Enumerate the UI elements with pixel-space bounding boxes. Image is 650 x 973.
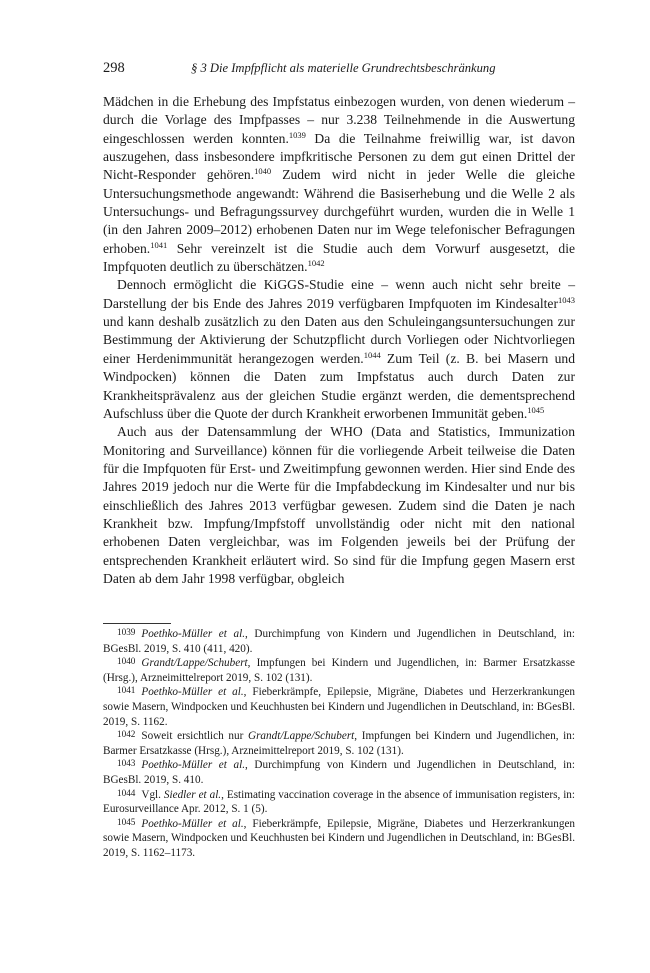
footnote-prefix: Soweit ersichtlich nur: [141, 730, 248, 743]
footnote-text: , Fieberkrämpfe, Epilepsie, Migräne, Diabetes und Herzerkrankungen sowie Masern, Windpocken und Keuchhusten bei Kindern und Jugendlichen in Deutschland, in: BGesBl. 2019, S. 1162–1173.: [103, 817, 576, 859]
footnotes: [103, 627, 575, 861]
paragraph-2: [103, 276, 575, 423]
footnote: [103, 627, 575, 656]
footnote: [103, 817, 575, 861]
footnote-ref[interactable]: 1039: [288, 129, 306, 140]
footnote-text: , Durchimpfung von Kindern und Jugendlichen in Deutschland, in: BGesBl. 2019, S. 410 (411, 420).: [103, 628, 575, 655]
footnote-author: Poethko-Müller et al.: [141, 686, 244, 699]
footnote-ref[interactable]: 1045: [527, 404, 545, 415]
footnote-author: Grandt/Lappe/Schubert: [248, 730, 355, 743]
text-run: Zum Teil (z. B. bei Masern und Windpocken) können die Daten zum Impfstatus auch durch Daten zur Krankheitsprävalenz aus der gleichen Studie ergänzt werden, die dementsprechend Aufschluss über die Quote der durch Krankheit erworbenen Immunität geben.: [103, 350, 575, 421]
footnote: [103, 729, 575, 758]
footnote-number: 1040: [117, 656, 136, 667]
running-title: § 3 Die Impfpflicht als materielle Grundrechtsbeschränkung: [191, 61, 496, 75]
footnote-number: 1041: [117, 685, 136, 696]
paragraph-1: [103, 93, 575, 276]
text-run: Sehr vereinzelt ist die Studie auch dem Vorwurf ausgesetzt, die Impfquoten deutlich zu überschätzen.: [103, 240, 575, 275]
body-text: [103, 93, 575, 588]
footnote-ref[interactable]: 1044: [363, 349, 381, 360]
footnote-ref[interactable]: 1040: [254, 166, 272, 177]
footnote: [103, 788, 575, 817]
footnote: [103, 656, 575, 685]
footnote-text: , Impfungen bei Kindern und Jugendlichen, in: Barmer Ersatzkasse (Hrsg.), Arzneimittelreport 2019, S. 102 (131).: [103, 730, 575, 757]
text-run: und kann deshalb zusätzlich zu den Daten aus den Schuleingangsuntersuchungen zur Bestimmung der Aktivierung der Schutzpflicht durch Vorliegen oder Nichtvorliegen einer Herdenimmunität herangezogen werden.: [103, 314, 575, 366]
footnote-author: Siedler et al.: [163, 788, 222, 801]
footnote-author: Poethko-Müller et al.: [141, 817, 244, 830]
footnote-prefix: Vgl.: [141, 788, 164, 801]
footnote-ref[interactable]: 1042: [307, 258, 325, 269]
footnote-number: 1044: [117, 787, 136, 798]
text-run: Auch aus der Datensammlung der WHO (Data and Statistics, Immunization Monitoring and Surveillance) können für die vorliegende Arbeit teilweise die Daten für die Impfquoten für Erst- und Zweitimpfung gewonnen werden. Hier sind Ende des Jahres 2019 jedoch nur die Werte für die Impfabdeckung im Kindesalter und nur bis einschließlich des Jahres 2013 verfügbar gewesen. Zudem sind die Daten je nach Krankheit bzw. Impfung/Impfstoff unvollständig oder nicht mit den national erhobenen Daten vergleichbar, was im Folgenden jeweils bei der Prüfung der entsprechenden Krankheit erläutert wird. So sind für die Impfung gegen Masern erst Daten ab dem Jahr 1998 verfügbar, obgleich: [103, 424, 575, 586]
page-header: [103, 60, 573, 80]
footnote-ref[interactable]: 1043: [558, 294, 575, 305]
footnote-number: 1042: [117, 729, 136, 740]
text-run: Dennoch ermöglicht die KiGGS-Studie eine – wenn auch nicht sehr breite – Darstellung der bis Ende des Jahres 2019 verfügbaren Impfquoten im Kindesalter: [103, 277, 575, 311]
footnote-separator: [103, 623, 171, 624]
footnote: [103, 758, 575, 787]
footnote: [103, 685, 575, 729]
footnote-text: , Fieberkrämpfe, Epilepsie, Migräne, Diabetes und Herzerkrankungen sowie Masern, Windpocken und Keuchhusten bei Kindern und Jugendlichen in Deutschland, in: BGesBl. 2019, S. 1162.: [103, 686, 576, 728]
text-run: Zudem wird nicht in jeder Welle die gleiche Untersuchungsmethode angewandt: Während die Basiserhebung und die Welle 2 als Untersuchungs- und Befragungssurvey durchgeführt wurden, wurden die in Welle 1 (in den Jahren 2009–2012) erhobenen Daten nur im Wege telefonischer Befragungen erhoben.: [103, 167, 575, 256]
footnote-number: 1039: [117, 627, 136, 637]
footnote-text: , Estimating vaccination coverage in the absence of immunisation registers, in: Eurosurveillance Apr. 2012, S. 1 (5).: [103, 788, 576, 816]
footnote-text: , Durchimpfung von Kindern und Jugendlichen in Deutschland, in: BGesBl. 2019, S. 410.: [103, 759, 575, 786]
page-number: 298: [103, 60, 125, 76]
footnote-text: , Impfungen bei Kindern und Jugendlichen, in: Barmer Ersatzkasse (Hrsg.), Arzneimittelreport 2019, S. 102 (131).: [103, 657, 575, 684]
text-run: Mädchen in die Erhebung des Impfstatus einbezogen wurden, von denen wiederum – durch die Vorlage des Impfpasses – nur 3.238 Teilnehmende in die Auswertung eingeschlossen werden konnten.: [103, 94, 575, 146]
footnote-number: 1043: [117, 758, 136, 769]
footnote-author: Poethko-Müller et al.: [141, 759, 245, 772]
text-run: Da die Teilnahme freiwillig war, ist davon auszugehen, dass insbesondere impfkritische Personen zu dem gut einen Drittel der Nicht-Responder gehören.: [103, 130, 575, 183]
footnote-author: Grandt/Lappe/Schubert: [141, 657, 248, 670]
footnote-ref[interactable]: 1041: [150, 239, 168, 250]
paragraph-3: [103, 423, 575, 588]
footnote-number: 1045: [117, 816, 136, 827]
footnote-author: Poethko-Müller et al.: [141, 628, 245, 640]
